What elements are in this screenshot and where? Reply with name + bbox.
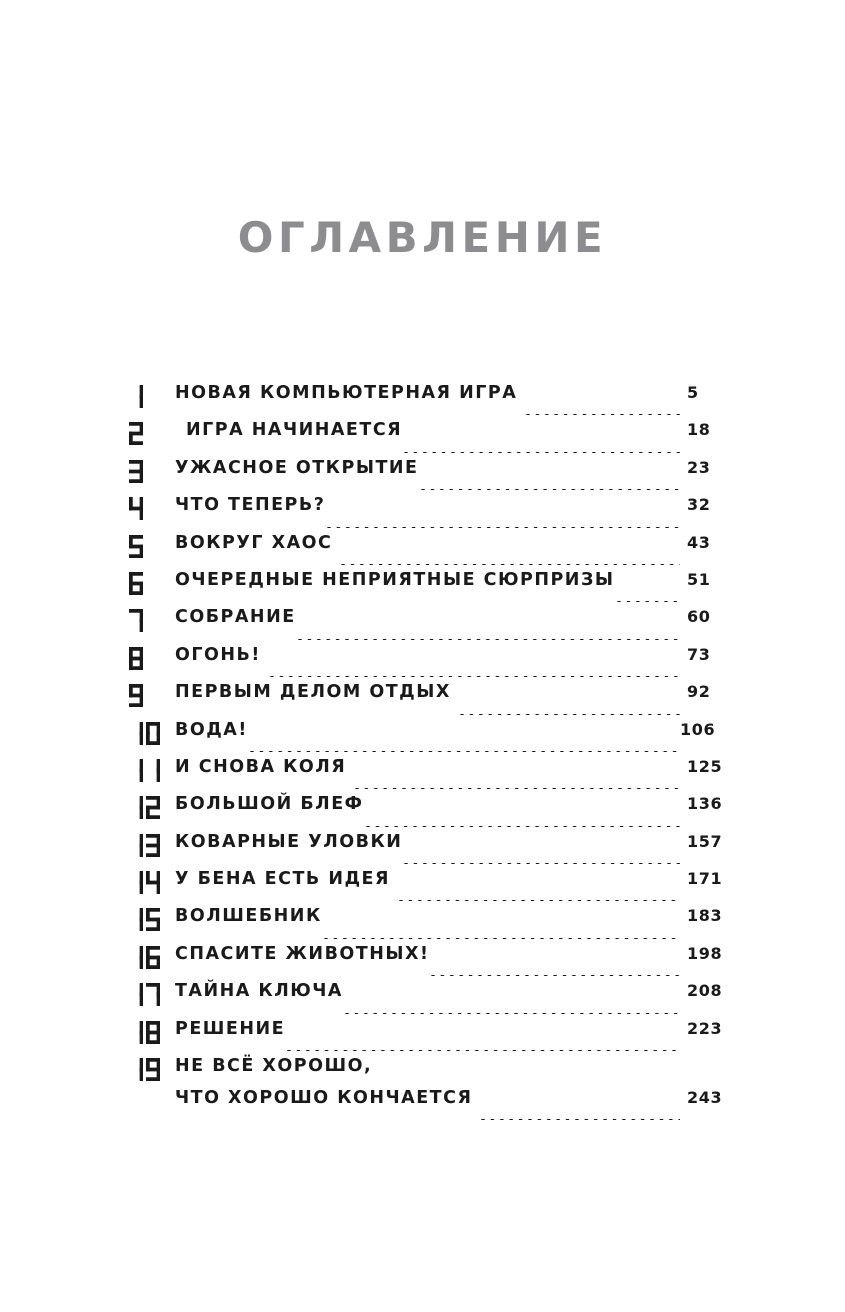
chapter-number	[129, 533, 175, 558]
dot-leader	[481, 1119, 680, 1120]
dot-leader	[526, 414, 680, 415]
chapter-digit-1	[129, 759, 143, 782]
toc-entry-body	[175, 420, 729, 457]
chapter-title: КОВАРНЫЕ УЛОВКИ	[175, 831, 403, 852]
toc-entry-body	[175, 607, 729, 644]
chapter-digit-2	[129, 422, 143, 445]
page-number: 18	[687, 420, 711, 440]
toc-entry[interactable]	[129, 757, 729, 794]
chapter-number	[129, 906, 175, 931]
chapter-title-line	[175, 645, 729, 682]
toc-entry[interactable]	[129, 458, 729, 495]
page-number: 208	[687, 981, 723, 1001]
chapter-digit-9	[129, 684, 143, 707]
toc-entry[interactable]	[129, 720, 729, 757]
chapter-digit-6	[146, 946, 160, 969]
page-number: 92	[687, 682, 711, 702]
toc-entry-body	[175, 645, 729, 682]
chapter-title: УЖАСНОЕ ОТКРЫТИЕ	[175, 457, 419, 478]
chapter-title-line	[175, 757, 729, 794]
chapter-digit-1	[129, 946, 143, 969]
dot-leader	[341, 564, 680, 565]
toc-entry-body	[175, 832, 729, 869]
toc-entry[interactable]	[129, 607, 729, 644]
page-number: 223	[687, 1018, 723, 1038]
chapter-digit-1	[129, 871, 143, 894]
chapter-number	[129, 495, 175, 520]
dot-leader	[298, 639, 680, 640]
dot-leader	[404, 452, 680, 453]
chapter-number	[129, 757, 175, 782]
chapter-number	[129, 570, 175, 595]
chapter-digit-5	[146, 908, 160, 931]
page-number: 73	[687, 644, 711, 664]
toc-entry[interactable]	[129, 645, 729, 682]
chapter-title-line	[175, 495, 729, 532]
toc-entry[interactable]	[129, 832, 729, 869]
chapter-title-line	[175, 1088, 729, 1125]
chapter-digit-1	[129, 983, 143, 1006]
chapter-number	[129, 1056, 175, 1081]
toc-entry[interactable]	[129, 495, 729, 532]
page-number: 171	[687, 869, 723, 889]
toc-entry[interactable]	[129, 906, 729, 943]
chapter-title-line	[175, 1019, 729, 1056]
chapter-number	[129, 944, 175, 969]
chapter-number	[129, 458, 175, 483]
chapter-digit-8	[146, 1021, 160, 1044]
toc-entry[interactable]	[129, 682, 729, 719]
page-number: 43	[687, 532, 711, 552]
chapter-digit-1	[129, 385, 143, 408]
chapter-title-line	[175, 720, 729, 757]
toc-entry-body	[175, 533, 729, 570]
dot-leader	[355, 788, 680, 789]
chapter-title: РЕШЕНИЕ	[175, 1018, 286, 1039]
chapter-title: БОЛЬШОЙ БЛЕФ	[175, 794, 364, 815]
page-number: 183	[687, 906, 723, 926]
toc-entry-body	[175, 495, 729, 532]
toc-entry[interactable]	[129, 869, 729, 906]
chapter-title-line	[175, 869, 729, 906]
toc-entry[interactable]	[129, 1056, 729, 1126]
chapter-title: ВОДА!	[175, 719, 248, 740]
chapter-number	[129, 383, 175, 408]
chapter-digit-1	[129, 908, 143, 931]
page-number: 23	[687, 457, 711, 477]
toc-entry[interactable]	[129, 383, 729, 420]
toc-entry-body	[175, 383, 729, 420]
chapter-number	[129, 981, 175, 1006]
page-number: 51	[687, 569, 711, 589]
chapter-number	[129, 720, 175, 745]
chapter-digit-0	[146, 722, 160, 745]
chapter-title-line	[175, 794, 729, 831]
page-number: 198	[687, 943, 723, 963]
chapter-title: ЧТО ТЕПЕРЬ?	[175, 495, 326, 516]
toc-entry-body	[175, 981, 729, 1018]
dot-leader	[324, 938, 680, 939]
toc-entry[interactable]	[129, 981, 729, 1018]
toc-entry-body	[175, 757, 729, 794]
chapter-digit-7	[146, 983, 160, 1006]
chapter-title: СОБРАНИЕ	[175, 607, 296, 628]
dot-leader	[460, 714, 680, 715]
toc-entry[interactable]	[129, 794, 729, 831]
chapter-digit-4	[129, 497, 143, 520]
chapter-digit-1	[146, 759, 160, 782]
chapter-digit-1	[129, 722, 143, 745]
dot-leader	[617, 601, 680, 602]
chapter-title-line	[175, 944, 729, 981]
chapter-digit-7	[129, 609, 143, 632]
toc-entry-body	[175, 794, 729, 831]
page-number: 243	[687, 1088, 723, 1108]
chapter-title: СПАСИТЕ ЖИВОТНЫХ!	[175, 943, 430, 964]
dot-leader	[421, 489, 681, 490]
chapter-number	[129, 1019, 175, 1044]
toc-entry-body	[175, 1056, 729, 1125]
chapter-digit-1	[129, 796, 143, 819]
page-number: 157	[687, 831, 723, 851]
chapter-digit-1	[129, 1021, 143, 1044]
toc-entry-body	[175, 458, 729, 495]
toc-entry-body	[175, 906, 729, 943]
chapter-digit-5	[129, 535, 143, 558]
chapter-title: И СНОВА КОЛЯ	[175, 756, 347, 777]
page-number: 5	[687, 383, 699, 402]
chapter-number	[129, 645, 175, 670]
toc-entry[interactable]	[129, 570, 729, 607]
chapter-title: НОВАЯ КОМПЬЮТЕРНАЯ ИГРА	[175, 383, 518, 403]
chapter-title: У БЕНА ЕСТЬ ИДЕЯ	[175, 869, 390, 890]
dot-leader	[366, 826, 680, 827]
dot-leader	[404, 863, 680, 864]
chapter-digit-6	[129, 572, 143, 595]
chapter-number	[129, 869, 175, 894]
dot-leader	[270, 676, 680, 677]
chapter-title-line	[175, 420, 729, 457]
chapter-digit-1	[129, 834, 143, 857]
dot-leader	[287, 1050, 680, 1051]
chapter-title: ОЧЕРЕДНЫЕ НЕПРИЯТНЫЕ СЮРПРИЗЫ	[175, 569, 615, 590]
chapter-title: ОГОНЬ!	[175, 644, 261, 665]
chapter-title-line	[175, 607, 729, 644]
chapter-title: ПЕРВЫМ ДЕЛОМ ОТДЫХ	[175, 682, 451, 703]
chapter-title: НЕ ВСЁ ХОРОШО,	[175, 1056, 373, 1077]
page-number: 106	[680, 719, 716, 739]
dot-leader	[345, 1013, 680, 1014]
dot-leader	[431, 975, 680, 976]
toc-entry-body	[175, 570, 729, 607]
chapter-digit-8	[129, 647, 143, 670]
chapter-title-line	[175, 981, 729, 1018]
chapter-number	[129, 420, 175, 445]
chapter-title: ВОЛШЕБНИК	[175, 906, 322, 927]
chapter-digit-3	[129, 460, 143, 483]
chapter-title-line	[175, 533, 729, 570]
page-number: 60	[687, 607, 711, 627]
chapter-digit-3	[146, 834, 160, 857]
chapter-title-line	[175, 682, 729, 719]
chapter-title: ВОКРУГ ХАОС	[175, 532, 333, 553]
toc-entry-list	[129, 383, 729, 1126]
chapter-title-line	[175, 906, 729, 943]
toc-entry-body	[175, 1019, 729, 1056]
dot-leader	[250, 751, 680, 752]
toc-entry[interactable]	[129, 533, 729, 570]
chapter-title-line	[175, 832, 729, 869]
page-number: 136	[687, 794, 723, 814]
dot-leader	[399, 900, 680, 901]
toc-entry-body	[175, 682, 729, 719]
chapter-digit-4	[146, 871, 160, 894]
toc-entry[interactable]	[129, 1019, 729, 1056]
chapter-title-line	[175, 458, 729, 495]
chapter-digit-2	[146, 796, 160, 819]
chapter-number	[129, 794, 175, 819]
chapter-title: ИГРА НАЧИНАЕТСЯ	[186, 420, 403, 441]
toc-entry-body	[175, 944, 729, 981]
toc-entry-body	[175, 720, 729, 757]
toc-entry-body	[175, 869, 729, 906]
chapter-digit-9	[146, 1058, 160, 1081]
chapter-number	[129, 607, 175, 632]
chapter-digit-1	[129, 1058, 143, 1081]
toc-entry[interactable]	[129, 944, 729, 981]
page-number: 125	[687, 756, 723, 776]
chapter-number	[129, 682, 175, 707]
page-number: 32	[687, 495, 711, 515]
chapter-number	[129, 832, 175, 857]
chapter-title-line	[175, 1056, 729, 1088]
dot-leader	[327, 527, 680, 528]
chapter-title: ТАЙНА КЛЮЧА	[175, 981, 343, 1002]
chapter-title-continued: ЧТО ХОРОШО КОНЧАЕТСЯ	[175, 1088, 473, 1109]
toc-entry[interactable]	[129, 420, 729, 457]
chapter-title-line	[175, 383, 729, 420]
chapter-title-line	[175, 570, 729, 607]
page-title: ОГЛАВЛЕНИЕ	[237, 213, 608, 262]
